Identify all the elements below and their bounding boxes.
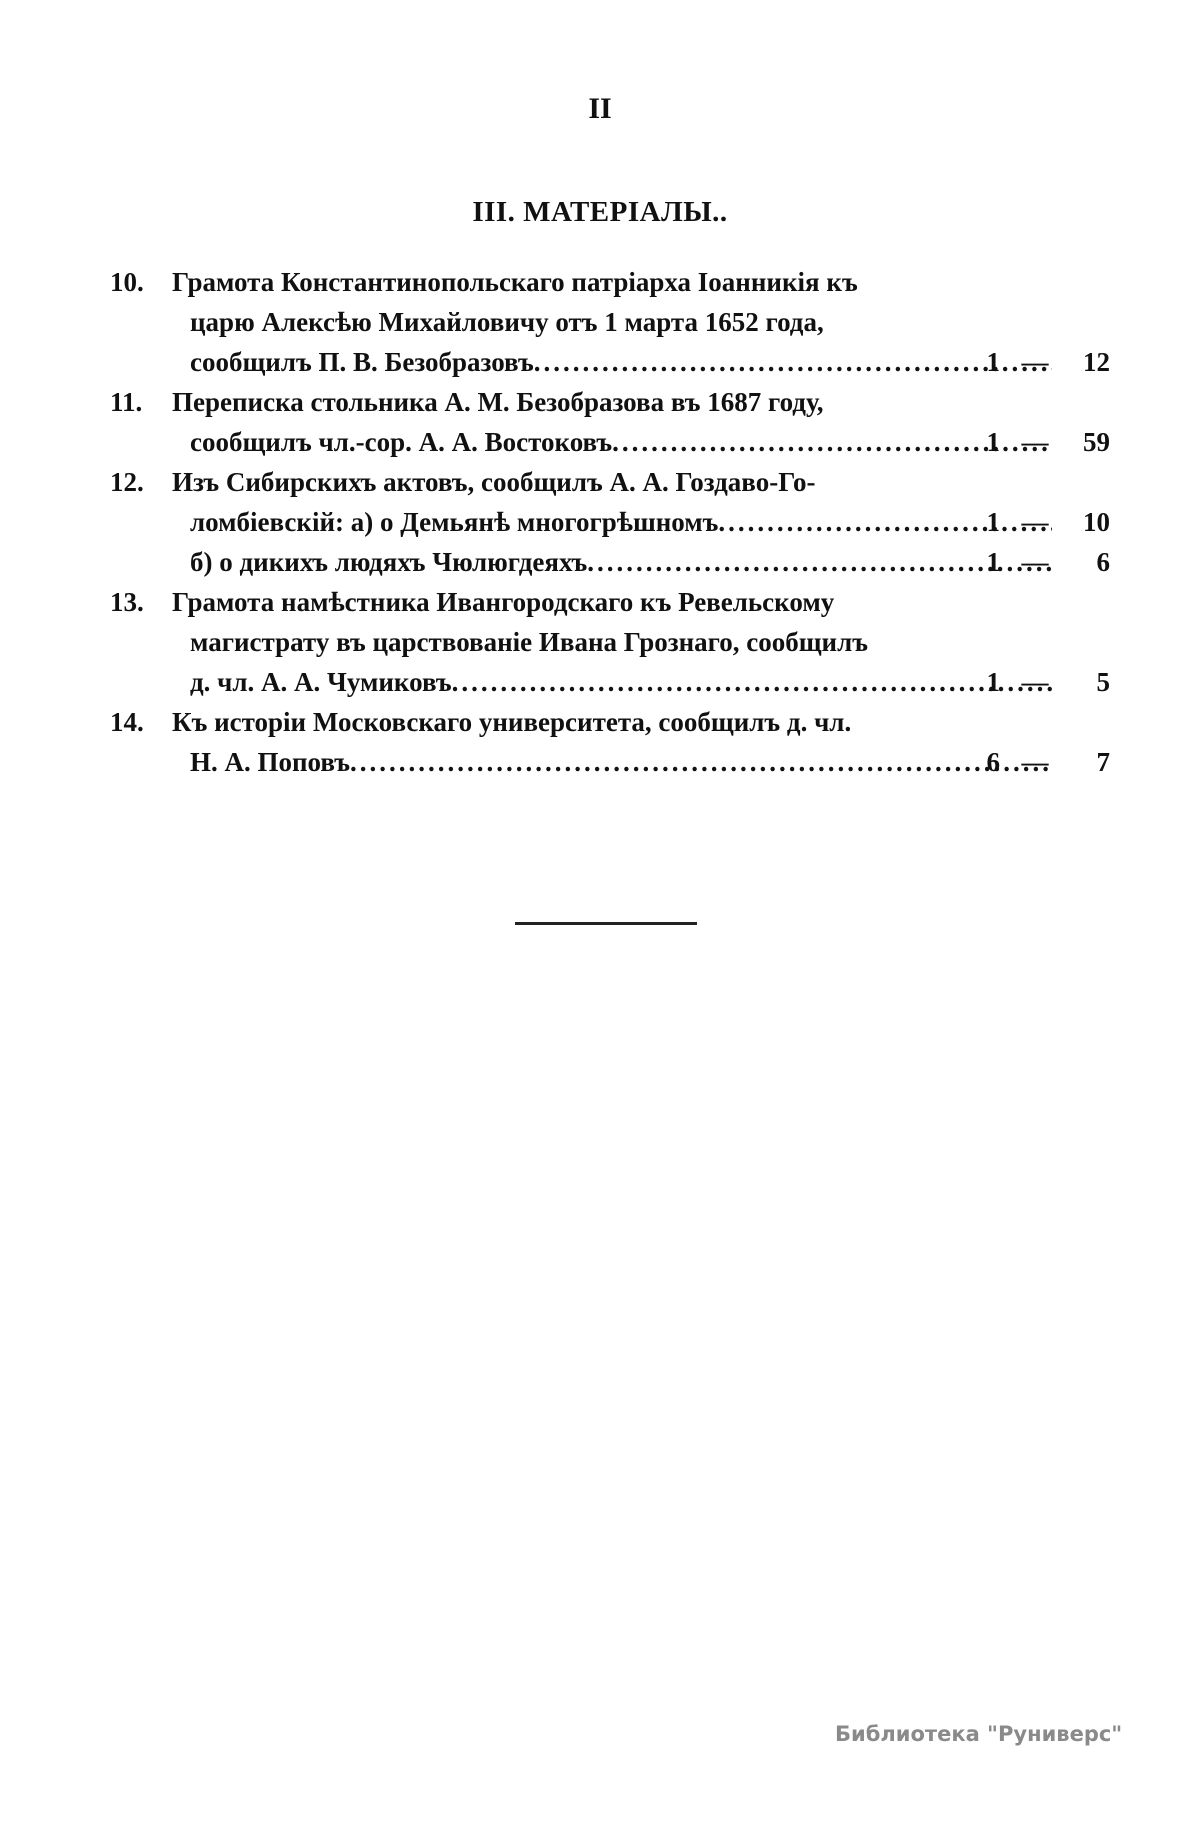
page-from: 1 [986, 347, 1000, 377]
toc-entry-text: магистрату въ царствованіе Ивана Грознаго, сообщилъ [190, 627, 868, 657]
page-dash: — [1021, 507, 1049, 537]
section-divider-rule [515, 922, 697, 925]
library-watermark: Библиотека "Руниверс" [835, 1722, 1123, 1746]
toc-entry-13-line-1 [110, 582, 1110, 622]
page-dash: — [1021, 747, 1049, 777]
page-to: 12 [1083, 347, 1110, 377]
toc-entry-number: 10. [110, 267, 144, 297]
toc-entry-14-line-1 [110, 702, 1110, 742]
page-dash: — [1021, 667, 1049, 697]
toc-entry-text: Переписка стольника А. М. Безобразова въ 1687 году, [172, 387, 824, 417]
toc-entry-number: 12. [110, 467, 144, 497]
page-range [970, 542, 1110, 582]
toc-entry-10-line-3 [110, 342, 1110, 382]
toc-entry-text: сообщилъ чл.-сор. А. А. Востоковъ [190, 427, 613, 457]
toc-entry-10-line-2 [110, 302, 1110, 342]
table-of-contents [110, 262, 1110, 782]
dot-leader [350, 742, 1052, 782]
page-dash: — [1021, 347, 1049, 377]
toc-entry-text: сообщилъ П. В. Безобразовъ [190, 347, 534, 377]
toc-entry-text: Грамота намѣстника Ивангородскаго къ Ревельскому [172, 587, 835, 617]
toc-entry-text: царю Алексѣю Михайловичу отъ 1 марта 1652 года, [190, 307, 824, 337]
toc-entry-text: Изъ Сибирскихъ актовъ, сообщилъ А. А. Гоздаво-Го- [172, 467, 816, 497]
page-range [970, 662, 1110, 702]
toc-entry-text: ломбіевскій: а) о Демьянѣ многогрѣшномъ [190, 507, 719, 537]
page-from: 1 [986, 547, 1000, 577]
toc-entry-number: 14. [110, 707, 144, 737]
toc-entry-number: 13. [110, 587, 144, 617]
page-from: 1 [986, 507, 1000, 537]
toc-entry-12-line-1 [110, 462, 1110, 502]
page-to: 5 [1096, 667, 1110, 697]
toc-entry-12-line-3 [110, 542, 1110, 582]
toc-entry-text: Къ исторіи Московскаго университета, сообщилъ д. чл. [172, 707, 852, 737]
toc-entry-10-line-1 [110, 262, 1110, 302]
toc-entry-number: 11. [110, 387, 143, 417]
toc-entry-14-line-2 [110, 742, 1110, 782]
toc-entry-13-line-2 [110, 622, 1110, 662]
toc-entry-11-line-2 [110, 422, 1110, 462]
toc-entry-text: Грамота Константинопольскаго патріарха Іоанникія къ [172, 267, 858, 297]
page-range [970, 342, 1110, 382]
page-range [970, 502, 1110, 542]
page-number: II [588, 92, 612, 125]
toc-entry-text: б) о дикихъ людяхъ Чюлюгдеяхъ [190, 547, 588, 577]
page-from: 1 [986, 427, 1000, 457]
page-to: 7 [1096, 747, 1110, 777]
toc-entry-11-line-1 [110, 382, 1110, 422]
toc-entry-12-line-2 [110, 502, 1110, 542]
section-title: III. МАТЕРІАЛЫ.. [472, 196, 728, 228]
toc-entry-13-line-3 [110, 662, 1110, 702]
page-to: 6 [1096, 547, 1110, 577]
page-to: 59 [1083, 427, 1110, 457]
dot-leader [452, 662, 1052, 702]
page-range [970, 422, 1110, 462]
page-dash: — [1021, 427, 1049, 457]
toc-entry-text: д. чл. А. А. Чумиковъ [190, 667, 452, 697]
page-to: 10 [1083, 507, 1110, 537]
page-from: 1 [986, 667, 1000, 697]
page-range [970, 742, 1110, 782]
page-from: 6 [986, 747, 1000, 777]
toc-entry-text: Н. А. Поповъ [190, 747, 351, 777]
page-dash: — [1021, 547, 1049, 577]
